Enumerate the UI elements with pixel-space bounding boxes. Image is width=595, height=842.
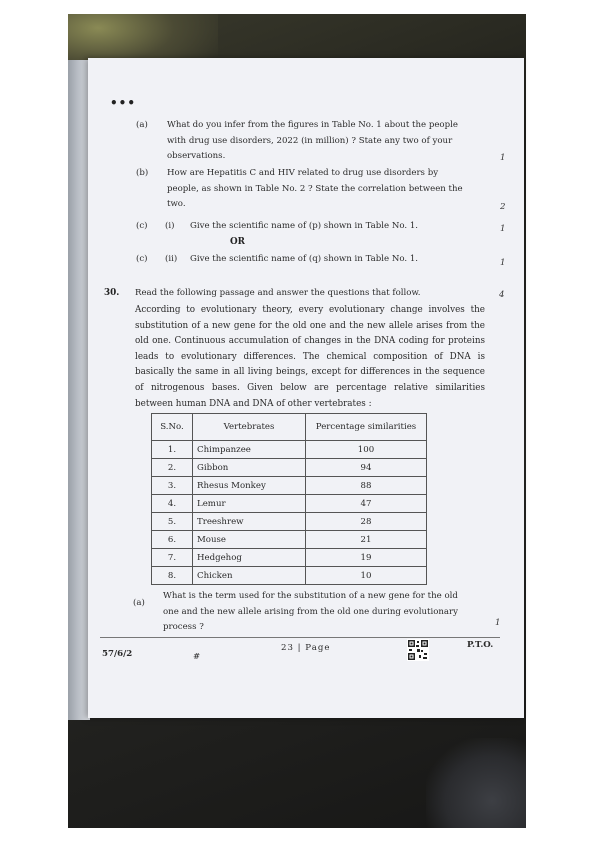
q30-passage: According to evolutionary theory, every evolutionary change involves the substitution of a new gene for the old one and the new allele arises from the old one. Continuous accumulation of changes in the DNA coding for proteins leads to evolutionary differences. The chemical composition of DNA is basically the same in all living beings, except for differences in the sequence of nitrogenous bases. Given below are percentage relative similarities between human DNA and DNA of other vertebrates : xyxy=(135,305,485,409)
q29b-marks: 2 xyxy=(500,202,506,212)
cell-percentage: 94 xyxy=(306,459,427,477)
q30-marks: 4 xyxy=(499,290,505,300)
cell-vertebrate: Rhesus Monkey xyxy=(193,477,306,495)
cell-sno: 6. xyxy=(152,531,193,549)
cell-percentage: 21 xyxy=(306,531,427,549)
shoe-shadow xyxy=(426,738,526,828)
q29a-line-3: observations. xyxy=(167,151,226,161)
cell-percentage: 10 xyxy=(306,567,427,585)
header-sno: S.No. xyxy=(152,414,193,441)
q29c2-sub: (ii) xyxy=(165,254,178,264)
paper-stack-edge xyxy=(68,60,90,720)
cell-vertebrate: Hedgehog xyxy=(193,549,306,567)
cell-percentage: 28 xyxy=(306,513,427,531)
table-row xyxy=(152,459,427,477)
cell-vertebrate: Lemur xyxy=(193,495,306,513)
cell-percentage: 88 xyxy=(306,477,427,495)
cell-percentage: 100 xyxy=(306,441,427,459)
footer-divider xyxy=(100,637,500,638)
q29a-line-1: What do you infer from the figures in Table No. 1 about the people xyxy=(167,120,458,130)
ellipsis-icon: ••• xyxy=(110,96,137,110)
qr-code-icon xyxy=(407,639,429,661)
cell-percentage: 19 xyxy=(306,549,427,567)
q29c2-text: Give the scientific name of (q) shown in Table No. 1. xyxy=(190,254,419,264)
q29c2-label: (c) xyxy=(136,254,148,264)
q29c1-marks: 1 xyxy=(500,224,506,234)
q29c1-sub: (i) xyxy=(165,221,175,231)
cell-sno: 2. xyxy=(152,459,193,477)
q30-intro: Read the following passage and answer the questions that follow. xyxy=(135,288,421,298)
or-divider: OR xyxy=(230,237,245,247)
q30a-line-3: process ? xyxy=(163,622,204,632)
q29b-line-2: people, as shown in Table No. 2 ? State the correlation between the xyxy=(167,183,463,194)
table-row xyxy=(152,477,427,495)
q30a-marks: 1 xyxy=(495,618,501,628)
cell-sno: 1. xyxy=(152,441,193,459)
header-vertebrates: Vertebrates xyxy=(193,414,306,441)
cell-sno: 5. xyxy=(152,513,193,531)
q30-number: 30. xyxy=(104,288,120,298)
cell-sno: 8. xyxy=(152,567,193,585)
cell-vertebrate: Mouse xyxy=(193,531,306,549)
paper-code: 57/6/2 xyxy=(102,649,133,659)
q29a-line-2: with drug use disorders, 2022 (in million) ? State any two of your xyxy=(167,135,453,146)
table-row xyxy=(152,567,427,585)
table-row xyxy=(152,531,427,549)
q29a-text xyxy=(167,118,487,165)
q29a-marks: 1 xyxy=(500,153,506,163)
hash-mark: # xyxy=(193,652,201,662)
q29c2-marks: 1 xyxy=(500,258,506,268)
cell-vertebrate: Chimpanzee xyxy=(193,441,306,459)
q29b-text xyxy=(167,166,487,213)
cell-vertebrate: Treeshrew xyxy=(193,513,306,531)
q29b-label: (b) xyxy=(136,168,149,178)
table-header-row xyxy=(152,414,427,441)
cell-sno: 4. xyxy=(152,495,193,513)
q29c1-text: Give the scientific name of (p) shown in Table No. 1. xyxy=(190,221,419,231)
q29a-label: (a) xyxy=(136,120,148,130)
cell-sno: 3. xyxy=(152,477,193,495)
q29b-line-1: How are Hepatitis C and HIV related to drug use disorders by xyxy=(167,168,439,178)
dna-similarity-table xyxy=(151,413,427,585)
q29c1-label: (c) xyxy=(136,221,148,231)
q30a-line-1: What is the term used for the substitution of a new gene for the old xyxy=(163,591,458,601)
q29b-line-3: two. xyxy=(167,199,186,209)
cell-sno: 7. xyxy=(152,549,193,567)
q30a-line-2: one and the new allele arising from the old one during evolutionary xyxy=(163,606,458,617)
q30a-text xyxy=(163,589,493,636)
cell-vertebrate: Gibbon xyxy=(193,459,306,477)
page-number: 23 | Page xyxy=(281,643,331,653)
table-row xyxy=(152,513,427,531)
pto-label: P.T.O. xyxy=(467,640,494,650)
cell-percentage: 47 xyxy=(306,495,427,513)
header-percentage: Percentage similarities xyxy=(306,414,427,441)
q30a-label: (a) xyxy=(133,598,145,608)
table-row xyxy=(152,549,427,567)
table-row xyxy=(152,441,427,459)
table-row xyxy=(152,495,427,513)
cell-vertebrate: Chicken xyxy=(193,567,306,585)
